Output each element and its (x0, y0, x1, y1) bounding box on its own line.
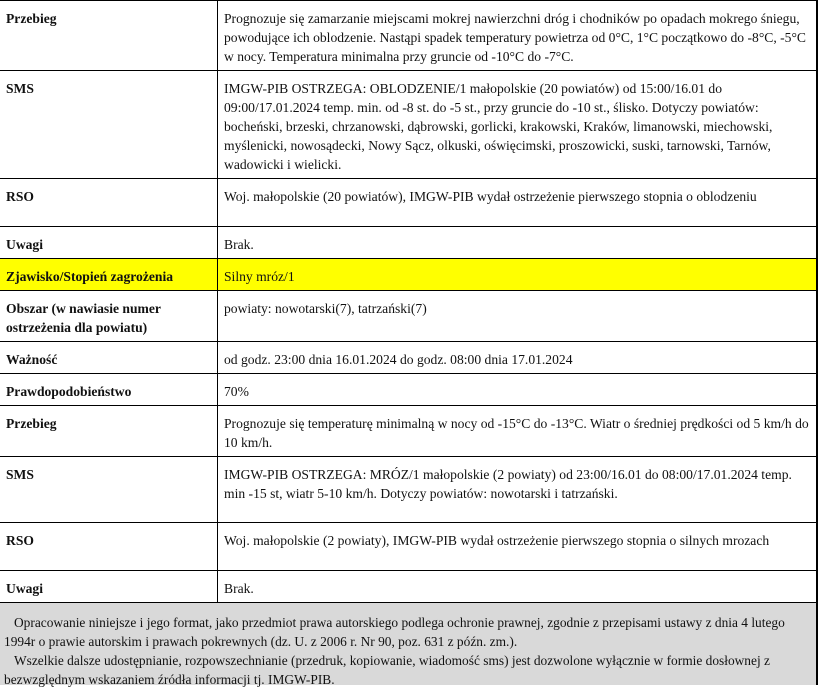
row-value: Prognozuje się zamarzanie miejscami mokrej nawierzchni dróg i chodników po opadach mokrego śniegu, powodujące ich oblodzenie. Nastąpi spadek temperatury powietrza od 0°C, 1°C początkowo do -8°C, -5°C w nocy. Temperatura minimalna przy gruncie od -10°C do -7°C. (218, 1, 818, 71)
row-value: 70% (218, 374, 818, 406)
redistribution-notice: Wszelkie dalsze udostępnianie, rozpowszechnianie (przedruk, kopiowanie, wiadomość sms) jest dozwolone wyłącznie w formie dosłownej z bezwzględnym wskazaniem źródła informacji tj. IMGW-PIB. (4, 653, 770, 687)
row-value: Brak. (218, 227, 818, 259)
row-value: powiaty: nowotarski(7), tatrzański(7) (218, 291, 818, 342)
row-value: Woj. małopolskie (2 powiaty), IMGW-PIB wydał ostrzeżenie pierwszego stopnia o silnych mrozach (218, 523, 818, 571)
row-label: Ważność (0, 342, 218, 374)
table-row (0, 1, 817, 71)
table-row (0, 406, 817, 457)
table-row (0, 227, 817, 259)
row-label: SMS (0, 71, 218, 179)
row-value: Silny mróz/1 (218, 259, 818, 291)
table-row (0, 291, 817, 342)
table-row (0, 342, 817, 374)
row-label: Przebieg (0, 1, 218, 71)
row-label: Uwagi (0, 227, 218, 259)
row-value: IMGW-PIB OSTRZEGA: OBLODZENIE/1 małopolskie (20 powiatów) od 15:00/16.01 do 09:00/17.01.2024 temp. min. od -8 st. do -5 st., przy gruncie do -10 st., ślisko. Dotyczy powiatów: bocheński, brzeski, chrzanowski, dąbrowski, gorlicki, krakowski, Kraków, limanowski, miechowski, myślenicki, nowosądecki, Nowy Sącz, olkuski, oświęcimski, proszowicki, suski, tarnowski, Tarnów, wadowicki i wielicki. (218, 71, 818, 179)
table-row (0, 523, 817, 571)
row-label: Przebieg (0, 406, 218, 457)
table-row (0, 259, 817, 291)
row-label: Prawdopodobieństwo (0, 374, 218, 406)
table-row (0, 457, 817, 523)
table-row (0, 571, 817, 603)
row-label: SMS (0, 457, 218, 523)
table-row (0, 179, 817, 227)
row-value: Prognozuje się temperaturę minimalną w nocy od -15°C do -13°C. Wiatr o średniej prędkości od 5 km/h do 10 km/h. (218, 406, 818, 457)
row-label: RSO (0, 179, 218, 227)
row-value: Brak. (218, 571, 818, 603)
row-label: Obszar (w nawiasie numer ostrzeżenia dla powiatu) (0, 291, 218, 342)
row-value: Woj. małopolskie (20 powiatów), IMGW-PIB wydał ostrzeżenie pierwszego stopnia o oblodzeniu (218, 179, 818, 227)
copyright-notice: Opracowanie niniejsze i jego format, jako przedmiot prawa autorskiego podlega ochronie prawnej, zgodnie z przepisami ustawy z dnia 4 lutego 1994r o prawie autorskim i prawach pokrewnych (dz. U. z 2006 r. Nr 90, poz. 631 z późn. zm.). (4, 615, 785, 649)
row-label: Zjawisko/Stopień zagrożenia (0, 259, 218, 291)
row-value: od godz. 23:00 dnia 16.01.2024 do godz. 08:00 dnia 17.01.2024 (218, 342, 818, 374)
row-label: RSO (0, 523, 218, 571)
row-label: Uwagi (0, 571, 218, 603)
table-row (0, 374, 817, 406)
table-row (0, 71, 817, 179)
row-value: IMGW-PIB OSTRZEGA: MRÓZ/1 małopolskie (2 powiaty) od 23:00/16.01 do 08:00/17.01.2024 temp. min -15 st, wiatr 5-10 km/h. Dotyczy powiatów: nowotarski i tatrzański. (218, 457, 818, 523)
